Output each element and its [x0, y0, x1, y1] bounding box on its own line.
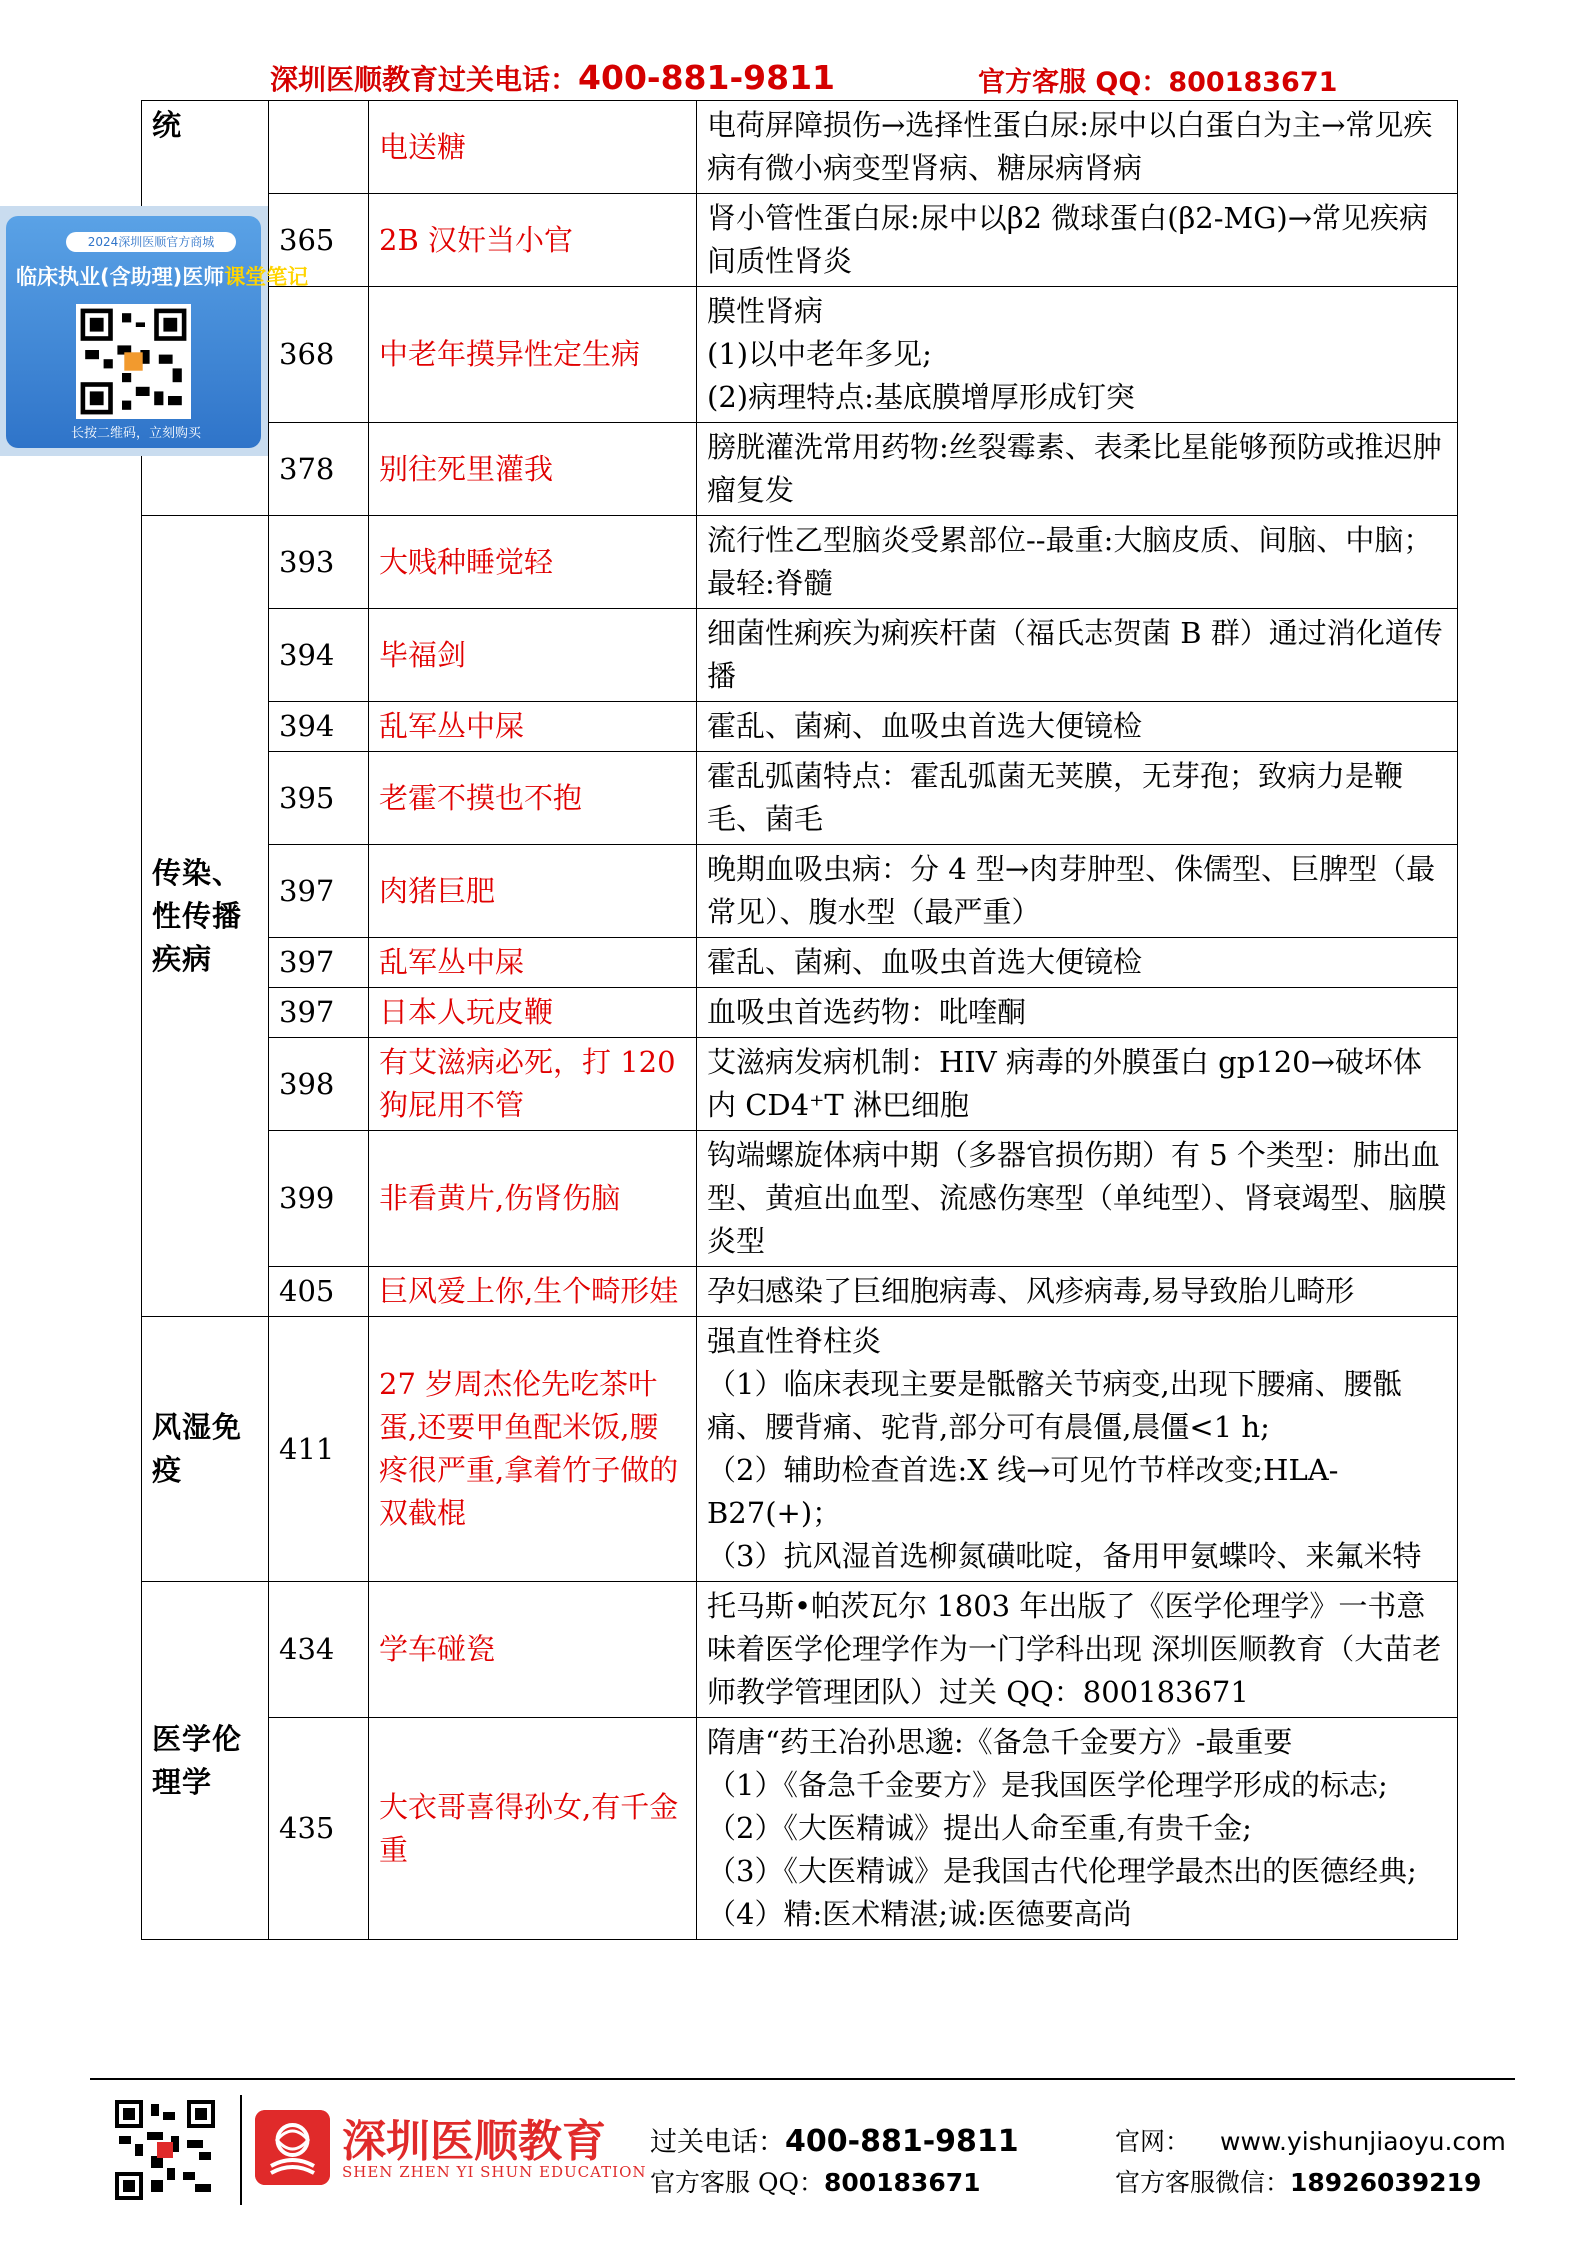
description-cell [697, 1582, 1458, 1718]
mnemonic-cell: 大衣哥喜得孙女,有千金重 [369, 1718, 697, 1940]
description-line: 晚期血吸虫病：分 4 型→肉芽肿型、侏儒型、巨脾型（最常见）、腹水型（最严重） [707, 852, 1436, 929]
description-line: （3）《大医精诚》是我国古代伦理学最杰出的医德经典; [707, 1854, 1417, 1888]
description-line: 电荷屏障损伤→选择性蛋白尿:尿中以白蛋白为主→常见疾病有微小病变型肾病、糖尿病肾病 [707, 108, 1433, 185]
mnemonic-cell: 毕福剑 [369, 609, 697, 702]
table-row [142, 609, 1458, 702]
page-number-cell: 395 [269, 752, 369, 845]
page-header [0, 58, 1587, 98]
description-cell [697, 1267, 1458, 1317]
description-cell [697, 516, 1458, 609]
table-row [142, 516, 1458, 609]
description-line: 膀胱灌洗常用药物:丝裂霉素、表柔比星能够预防或推迟肿瘤复发 [707, 430, 1442, 507]
description-cell [697, 423, 1458, 516]
description-cell [697, 287, 1458, 423]
footer-qq-number: 800183671 [823, 2168, 981, 2197]
page-number-cell: 405 [269, 1267, 369, 1317]
table-row [142, 752, 1458, 845]
mnemonic-cell: 乱军丛中屎 [369, 702, 697, 752]
table-row [142, 101, 1458, 194]
description-line: 艾滋病发病机制：HIV 病毒的外膜蛋白 gp120→破坏体内 CD4⁺T 淋巴细胞 [707, 1045, 1422, 1122]
description-line: （1）临床表现主要是骶髂关节病变,出现下腰痛、腰骶痛、腰背痛、驼背,部分可有晨僵,晨僵<1 h; [707, 1367, 1402, 1444]
category-cell: 风湿免疫 [142, 1317, 269, 1582]
description-line: 霍乱、菌痢、血吸虫首选大便镜检 [707, 945, 1143, 979]
mnemonic-cell: 老霍不摸也不抱 [369, 752, 697, 845]
description-cell [697, 988, 1458, 1038]
description-line: 霍乱弧菌特点：霍乱弧菌无荚膜，无芽孢；致病力是鞭毛、菌毛 [707, 759, 1404, 836]
description-line: （1）《备急千金要方》是我国医学伦理学形成的标志; [707, 1768, 1388, 1802]
table-row [142, 702, 1458, 752]
header-qq-number: 800183671 [1168, 67, 1338, 98]
page-number-cell: 365 [269, 194, 369, 287]
page-number-cell: 397 [269, 988, 369, 1038]
mnemonic-cell: 乱军丛中屎 [369, 938, 697, 988]
table-row [142, 988, 1458, 1038]
mnemonic-cell: 2B 汉奸当小官 [369, 194, 697, 287]
table-row [142, 1267, 1458, 1317]
promo-title [16, 261, 309, 291]
description-cell [697, 938, 1458, 988]
page-number-cell: 393 [269, 516, 369, 609]
page-number-cell: 394 [269, 609, 369, 702]
mnemonic-cell: 电送糖 [369, 101, 697, 194]
category-cell: 传染、性传播疾病 [142, 516, 269, 1317]
page-number-cell: 435 [269, 1718, 369, 1940]
category-cell: 医学伦理学 [142, 1582, 269, 1940]
mnemonic-cell: 中老年摸异性定生病 [369, 287, 697, 423]
promo-caption: 长按二维码，立刻购买 [70, 426, 201, 441]
page-number-cell: 398 [269, 1038, 369, 1131]
description-line: 流行性乙型脑炎受累部位--最重:大脑皮质、间脑、中脑；最轻:脊髓 [707, 523, 1433, 600]
description-line: 托马斯•帕茨瓦尔 1803 年出版了《医学伦理学》一书意味着医学伦理学作为一门学科出现 深圳医顺教育（大苗老师教学管理团队）过关 QQ：800183671 [707, 1589, 1442, 1709]
mnemonic-cell: 肉猪巨肥 [369, 845, 697, 938]
header-qq [978, 60, 1337, 99]
description-cell [697, 1317, 1458, 1582]
footer-wechat-label: 官方客服微信： [1115, 2168, 1291, 2197]
mnemonic-table [141, 100, 1458, 1940]
footer-wechat-id: 18926039219 [1290, 2168, 1482, 2197]
header-phone-label: 深圳医顺教育过关电话： [270, 63, 579, 96]
header-phone [270, 58, 835, 98]
description-line: 细菌性痢疾为痢疾杆菌（福氏志贺菌 B 群）通过消化道传播 [707, 616, 1443, 693]
mnemonic-cell: 非看黄片,伤肾伤脑 [369, 1131, 697, 1267]
mnemonic-cell: 日本人玩皮鞭 [369, 988, 697, 1038]
footer-qq-label: 官方客服 QQ： [650, 2168, 824, 2197]
table-row [142, 1131, 1458, 1267]
description-line: (1)以中老年多见; [707, 337, 932, 371]
promo-top-label: 2024深圳医顺官方商城 [66, 232, 236, 252]
page-number-cell: 397 [269, 938, 369, 988]
page-number-cell: 368 [269, 287, 369, 423]
brand-logo-icon [255, 2110, 330, 2185]
page-number-cell: 397 [269, 845, 369, 938]
footer-phone [650, 2120, 1019, 2159]
mnemonic-cell: 有艾滋病必死，打 120 狗屁用不管 [369, 1038, 697, 1131]
promo-title-highlight: 课堂笔记 [224, 265, 309, 289]
description-line: 肾小管性蛋白尿:尿中以β2 微球蛋白(β2-MG)→常见疾病间质性肾炎 [707, 201, 1429, 278]
brand-name: 深圳医顺教育 [342, 2116, 606, 2167]
table-row [142, 423, 1458, 516]
description-line: （3）抗风湿首选柳氮磺吡啶，备用甲氨蝶呤、来氟米特 [707, 1539, 1422, 1573]
page-number-cell [269, 101, 369, 194]
footer-separator [240, 2095, 242, 2205]
description-cell [697, 1131, 1458, 1267]
header-qq-label: 官方客服 QQ： [978, 67, 1169, 98]
page-number-cell: 411 [269, 1317, 369, 1582]
description-line: （2）辅助检查首选:X 线→可见竹节样改变;HLA-B27(+)； [707, 1453, 1339, 1530]
description-cell [697, 702, 1458, 752]
page-number-cell: 394 [269, 702, 369, 752]
category-cell: 统 [142, 101, 269, 516]
footer-wechat [1115, 2163, 1481, 2199]
mnemonic-cell: 27 岁周杰伦先吃茶叶蛋,还要甲鱼配米饭,腰疼很严重,拿着竹子做的双截棍 [369, 1317, 697, 1582]
footer-qq [650, 2163, 981, 2199]
description-cell [697, 194, 1458, 287]
description-line: 孕妇感染了巨细胞病毒、风疹病毒,易导致胎儿畸形 [707, 1274, 1355, 1308]
description-line: 霍乱、菌痢、血吸虫首选大便镜检 [707, 709, 1143, 743]
table-row [142, 194, 1458, 287]
table-row [142, 287, 1458, 423]
description-cell [697, 1038, 1458, 1131]
description-line: 强直性脊柱炎 [707, 1324, 882, 1358]
table-row [142, 1718, 1458, 1940]
table-row [142, 1317, 1458, 1582]
mnemonic-cell: 巨风爱上你,生个畸形娃 [369, 1267, 697, 1317]
description-line: 膜性肾病 [707, 294, 824, 328]
description-line: 血吸虫首选药物：吡喹酮 [707, 995, 1027, 1029]
description-line: （4）精:医术精湛;诚:医德要高尚 [707, 1897, 1132, 1931]
description-cell [697, 609, 1458, 702]
description-cell [697, 101, 1458, 194]
description-line: 隋唐“药王冶孙思邈:《备急千金要方》-最重要 [707, 1725, 1293, 1759]
description-cell [697, 1718, 1458, 1940]
footer-site-label: 官网： [1115, 2127, 1191, 2156]
page-number-cell: 378 [269, 423, 369, 516]
page-number-cell: 399 [269, 1131, 369, 1267]
brand-name-en: SHEN ZHEN YI SHUN EDUCATION [342, 2163, 647, 2181]
header-phone-number: 400-881-9811 [578, 58, 836, 97]
description-line: (2)病理特点:基底膜增厚形成钉突 [707, 380, 1135, 414]
mnemonic-cell: 学车碰瓷 [369, 1582, 697, 1718]
page-number-cell: 434 [269, 1582, 369, 1718]
description-line: 钩端螺旋体病中期（多器官损伤期）有 5 个类型：肺出血型、黄疸出血型、流感伤寒型（单纯型）、肾衰竭型、脑膜炎型 [707, 1138, 1447, 1258]
footer-divider [90, 2078, 1515, 2080]
table-row [142, 845, 1458, 938]
promo-title-main: 临床执业(含助理)医师 [16, 265, 225, 289]
footer-site-url[interactable]: www.yishunjiaoyu.com [1220, 2127, 1506, 2156]
promo-qr-code[interactable] [76, 304, 191, 419]
description-line: （2）《大医精诚》提出人命至重,有贵千金; [707, 1811, 1252, 1845]
table-row [142, 938, 1458, 988]
footer-website[interactable] [1115, 2122, 1506, 2158]
table-row [142, 1038, 1458, 1131]
footer-phone-label: 过关电话： [650, 2127, 785, 2158]
mnemonic-cell: 别往死里灌我 [369, 423, 697, 516]
description-cell [697, 752, 1458, 845]
table-row [142, 1582, 1458, 1718]
footer-qr-code[interactable] [115, 2100, 215, 2200]
mnemonic-cell: 大贱种睡觉轻 [369, 516, 697, 609]
footer-phone-number: 400-881-9811 [785, 2124, 1019, 2159]
description-cell [697, 845, 1458, 938]
